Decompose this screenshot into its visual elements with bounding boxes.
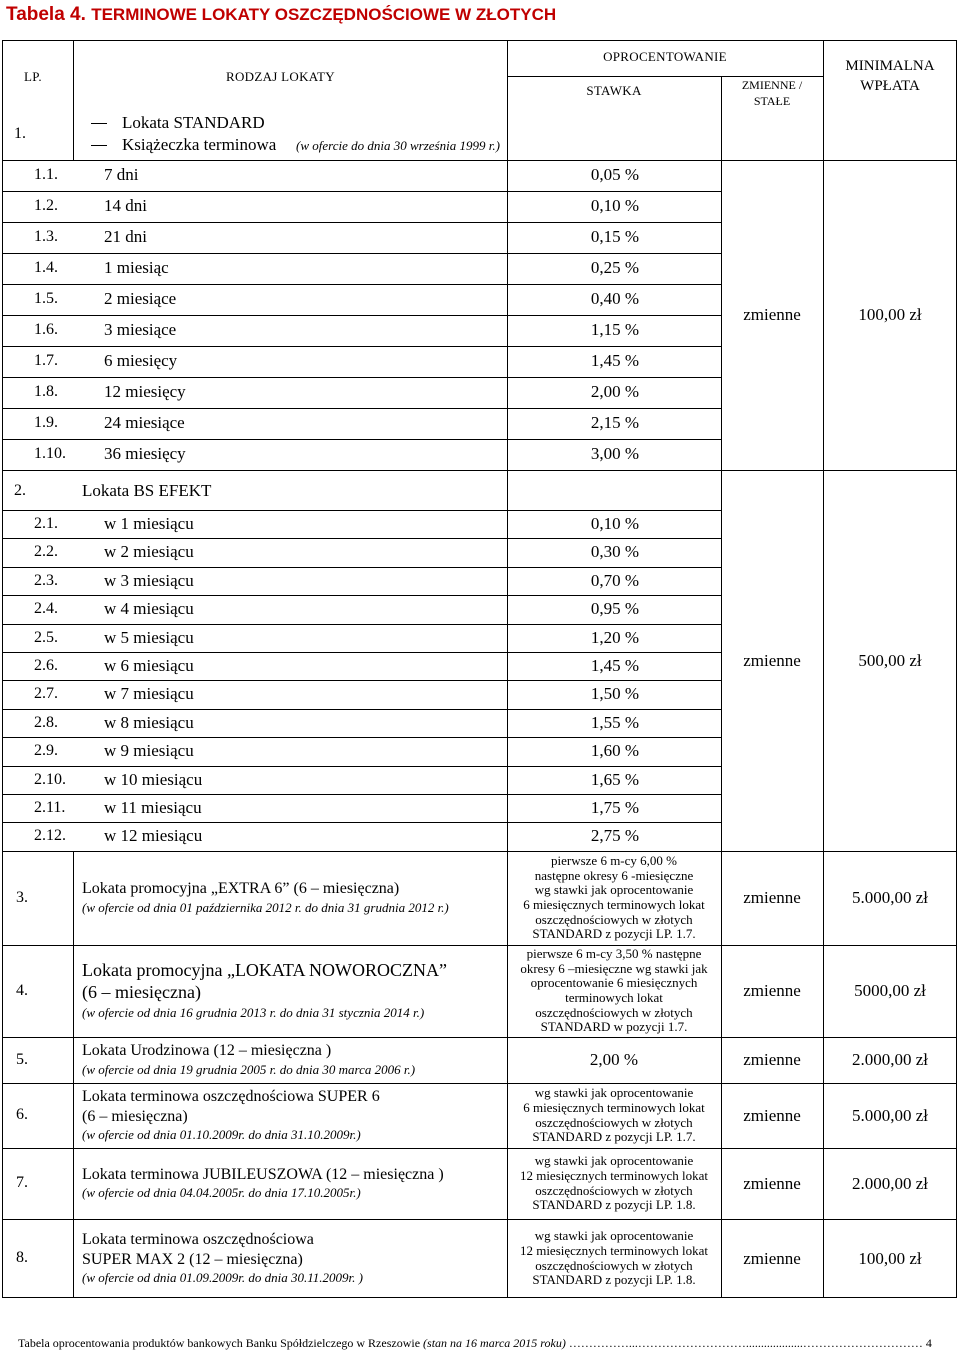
table-row-lp: 2.2.: [34, 543, 58, 561]
row-divider: [2, 737, 721, 738]
page-footer: [18, 1336, 948, 1352]
table-row-lp: 1.6.: [34, 321, 58, 338]
row-divider: [2, 652, 721, 653]
table-row-rate: 2,15 %: [590, 413, 639, 432]
row-divider: [2, 377, 721, 378]
table-row-lp: 1.4.: [34, 259, 58, 276]
table-row-lp: 2.6.: [34, 657, 58, 674]
table-row-rate: 0,10 %: [590, 196, 639, 215]
promo-rate: wg stawki jak oprocentowanie 12 miesięcznych terminowych lokat oszczędnościowych w złotych STANDARD z pozycji LP. 1.8.: [519, 1228, 709, 1288]
promo-type: zmienne: [743, 1105, 801, 1125]
table-row-lp: 1.9.: [34, 414, 58, 431]
table-row-rate: 3,00 %: [590, 444, 639, 463]
promo-number: 3.: [16, 888, 28, 906]
table-row-rate: 1,20 %: [590, 627, 639, 647]
promo-type: zmienne: [743, 1050, 801, 1070]
promo-min: 5.000,00 zł: [851, 888, 929, 908]
list-dash-icon: [91, 145, 107, 146]
row-divider: [2, 595, 721, 596]
footer-date: (stan na 16 marca 2015 roku): [423, 1336, 566, 1350]
table-row-rate: 1,15 %: [590, 320, 639, 339]
table-row-rate: 0,25 %: [590, 258, 639, 277]
table-row-lp: 1.8.: [34, 383, 58, 400]
table-row-lp: 2.7.: [34, 685, 58, 703]
table-row-term: w 12 miesiącu: [104, 826, 203, 846]
promo-rate: pierwsze 6 m-cy 6,00 % następne okresy 6 -miesięczne wg stawki jak oprocentowanie 6 miesięcznych terminowych lokat oszczędnościowych w złotych STANDARD z pozycji LP. 1.7.: [523, 852, 705, 942]
table-row-lp: 2.11.: [34, 799, 66, 816]
promo-name: Lokata promocyjna „EXTRA 6” (6 – miesięczna): [82, 880, 400, 898]
table-row-rate: 0,40 %: [590, 289, 639, 308]
row-divider: [2, 822, 721, 823]
header-rodzaj: RODZAJ LOKATY: [226, 69, 335, 84]
promo-name-cell: [82, 1148, 502, 1219]
section-2-number: 2.: [14, 482, 26, 499]
table-row-lp: 2.9.: [34, 742, 58, 760]
promo-number: 7.: [16, 1174, 28, 1192]
promo-number: 8.: [16, 1249, 28, 1267]
table-row-lp: 1.3.: [34, 228, 58, 245]
table-row-rate: 0,30 %: [590, 542, 639, 562]
header-minimalna-wplata: MINIMALNA WPŁATA: [845, 58, 935, 94]
table-row-rate: 0,10 %: [590, 514, 639, 533]
table-row-term: 21 dni: [104, 227, 147, 246]
promo-rate: pierwsze 6 m-cy 3,50 % następne okresy 6 –miesięczne wg stawki jak oprocentowanie 6 miesięcznych terminowych lokat oszczędnościowych w złotych STANDARD w pozycji 1.7.: [520, 945, 708, 1035]
header-stawka: STAWKA: [586, 83, 642, 98]
table-row-lp: 2.10.: [34, 770, 66, 788]
table-row-term: w 11 miesiącu: [104, 798, 202, 817]
table-row-term: 2 miesiące: [104, 289, 177, 308]
table-row-term: 12 miesięcy: [104, 382, 186, 401]
table-row-term: 3 miesiące: [104, 320, 177, 339]
promo-name: Lokata Urodzinowa (12 – miesięczna ): [82, 1042, 332, 1060]
title-main: TERMINOWE LOKATY OSZCZĘDNOŚCIOWE W ZŁOTYCH: [91, 5, 557, 24]
table-row-rate: 1,75 %: [590, 798, 639, 817]
table-row-rate: 0,05 %: [590, 165, 639, 184]
section-1-name: Lokata STANDARD: [122, 113, 265, 132]
row-divider: [2, 709, 721, 710]
section-1-note: (w ofercie do dnia 30 września 1999 r.): [296, 138, 500, 153]
promo-min: 2.000,00 zł: [851, 1050, 929, 1070]
promo-name-cell: [82, 1083, 502, 1148]
promo-note: (w ofercie od dnia 16 grudnia 2013 r. do dnia 31 stycznia 2014 r.): [82, 1004, 425, 1020]
table-row-lp: 1.10.: [34, 445, 66, 462]
header-lp: LP.: [24, 69, 42, 84]
promo-name-cell: [82, 1037, 502, 1083]
promo-type: zmienne: [743, 888, 801, 908]
table-row-lp: 2.1.: [34, 515, 58, 532]
row-divider: [2, 346, 721, 347]
table-row-term: w 3 miesiącu: [104, 570, 194, 590]
row-divider: [2, 253, 721, 254]
table-row-lp: 2.3.: [34, 571, 58, 589]
row-divider: [2, 624, 721, 625]
column-divider-lp: [73, 40, 74, 160]
row-divider: [2, 766, 721, 767]
table-row-rate: 0,70 %: [590, 570, 639, 590]
table-row-term: 36 miesięcy: [104, 444, 186, 463]
table-row-rate: 2,75 %: [590, 826, 639, 846]
section-2-name: Lokata BS EFEKT: [82, 481, 212, 500]
promo-type: zmienne: [743, 981, 801, 1001]
table-row-lp: 1.1.: [34, 166, 58, 183]
row-divider: [2, 439, 721, 440]
table-row-term: w 1 miesiącu: [104, 514, 194, 533]
table-row-term: 1 miesiąc: [104, 258, 169, 277]
column-divider-lp: [73, 851, 74, 1298]
table-row-term: 6 miesięcy: [104, 351, 178, 370]
header-oprocentowanie: OPROCENTOWANIE: [603, 49, 727, 64]
promo-type: zmienne: [743, 1173, 801, 1193]
row-divider: [2, 510, 721, 511]
table-row-term: w 10 miesiącu: [104, 769, 203, 789]
table-row-rate: 1,45 %: [590, 351, 639, 370]
row-divider: [2, 191, 721, 192]
promo-number: 5.: [16, 1050, 28, 1068]
page-number: 4: [925, 1336, 932, 1350]
table-row-term: 7 dni: [104, 165, 139, 184]
promo-note: (w ofercie od dnia 01 października 2012 r. do dnia 31 grudnia 2012 r.): [82, 899, 449, 915]
row-divider: [2, 680, 721, 681]
table-row-term: w 2 miesiącu: [104, 542, 194, 562]
table-row-term: 14 dni: [104, 196, 147, 215]
row-divider: [2, 222, 721, 223]
table-row-rate: 1,60 %: [590, 741, 639, 761]
table-row-lp: 1.5.: [34, 290, 58, 307]
promo-name-cell: [82, 1219, 502, 1298]
table-row-term: w 7 miesiącu: [104, 684, 194, 704]
promo-number: 6.: [16, 1106, 28, 1124]
promo-rate: 2,00 %: [589, 1050, 639, 1070]
promo-min: 100,00 zł: [858, 1248, 922, 1268]
row-divider: [2, 794, 721, 795]
promo-note: (w ofercie od dnia 01.09.2009r. do dnia 30.11.2009r. ): [82, 1269, 363, 1285]
section-1-type: zmienne: [743, 305, 801, 325]
table-row-rate: 1,65 %: [590, 769, 639, 789]
promo-number: 4.: [16, 981, 28, 999]
table-row-rate: 0,95 %: [590, 599, 639, 619]
table-row-rate: 1,55 %: [590, 712, 639, 732]
title-prefix: Tabela 4.: [6, 4, 86, 25]
section-2-type: zmienne: [743, 650, 801, 670]
promo-name: Lokata terminowa JUBILEUSZOWA (12 – miesięczna ): [82, 1165, 444, 1183]
promo-note: (w ofercie od dnia 01.10.2009r. do dnia 31.10.2009r.): [82, 1126, 361, 1142]
promo-rate: wg stawki jak oprocentowanie 6 miesięcznych terminowych lokat oszczędnościowych w złotych STANDARD z pozycji LP. 1.7.: [523, 1085, 705, 1145]
table-row-lp: 2.4.: [34, 600, 58, 618]
table-row-rate: 1,50 %: [590, 684, 639, 704]
promo-min: 5.000,00 zł: [851, 1105, 929, 1125]
row-divider: [2, 315, 721, 316]
row-divider: [2, 284, 721, 285]
table-row-term: w 9 miesiącu: [104, 741, 194, 761]
list-dash-icon: [91, 123, 107, 124]
table-row-lp: 1.2.: [34, 197, 58, 214]
table-row-rate: 0,15 %: [590, 227, 639, 246]
footer-text: Tabela oprocentowania produktów bankowych Banku Spółdzielczego w Rzeszowie: [18, 1336, 421, 1350]
promo-name-cell: [82, 851, 502, 945]
promo-name: Lokata promocyjna „LOKATA NOWOROCZNA” (6 – miesięczna): [82, 960, 447, 1003]
footer-leader: ……………...………………………...................…………………………: [568, 1336, 923, 1350]
row-divider: [2, 408, 721, 409]
section-1-name-2: Książeczka terminowa: [122, 135, 277, 154]
table-row-term: w 4 miesiącu: [104, 599, 194, 619]
table-row-lp: 1.7.: [34, 352, 58, 369]
row-divider: [2, 567, 721, 568]
table-row-term: w 8 miesiącu: [104, 712, 194, 732]
table-row-term: w 6 miesiącu: [104, 656, 194, 675]
section-1-min: 100,00 zł: [858, 305, 922, 325]
row-divider: [2, 538, 721, 539]
promo-min: 5000,00 zł: [854, 981, 926, 1001]
section-1-number: 1.: [14, 125, 26, 142]
table-row-rate: 1,45 %: [590, 656, 639, 675]
section-2-min: 500,00 zł: [858, 650, 922, 670]
promo-type: zmienne: [743, 1248, 801, 1268]
promo-min: 2.000,00 zł: [851, 1173, 929, 1193]
promo-note: (w ofercie od dnia 19 grudnia 2005 r. do dnia 30 marca 2006 r.): [82, 1061, 416, 1077]
promo-name: Lokata terminowa oszczędnościowa SUPER 6 (6 – miesięczna): [82, 1088, 380, 1125]
table-row-lp: 2.8.: [34, 713, 58, 731]
table-row-term: w 5 miesiącu: [104, 627, 194, 647]
table-row-rate: 2,00 %: [590, 382, 639, 401]
table-row-lp: 2.12.: [34, 827, 66, 845]
promo-note: (w ofercie od dnia 04.04.2005r. do dnia 17.10.2005r.): [82, 1185, 361, 1201]
table-row-term: 24 miesiące: [104, 413, 185, 432]
header-zmienne-stale: ZMIENNE / STAŁE: [741, 78, 803, 109]
promo-name: Lokata terminowa oszczędnościowa SUPER MAX 2 (12 – miesięczna): [82, 1231, 314, 1268]
promo-name-cell: [82, 945, 502, 1037]
promo-rate: wg stawki jak oprocentowanie 12 miesięcznych terminowych lokat oszczędnościowych w złotych STANDARD z pozycji LP. 1.8.: [519, 1153, 709, 1213]
table-row-lp: 2.5.: [34, 628, 58, 646]
